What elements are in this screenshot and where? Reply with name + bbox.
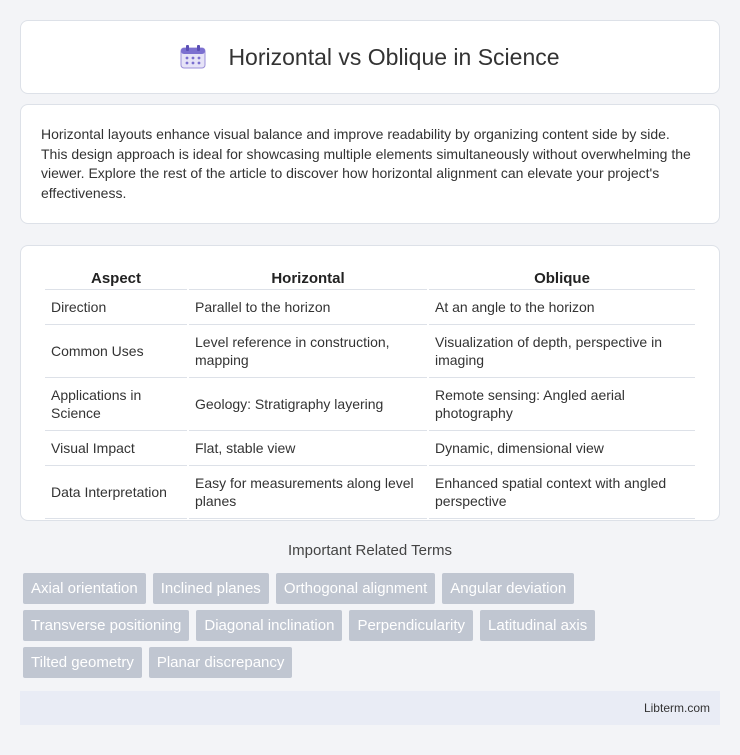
title-card <box>20 20 720 94</box>
page-title: Horizontal vs Oblique in Science <box>228 43 560 70</box>
related-term-tag[interactable]: Angular deviation <box>442 573 574 604</box>
related-term-tag[interactable]: Inclined planes <box>153 573 269 604</box>
table-row <box>45 431 695 466</box>
footer <box>20 691 720 725</box>
header-horizontal: Horizontal <box>189 266 427 290</box>
table-cell: Visual Impact <box>45 431 187 466</box>
table-row <box>45 466 695 519</box>
table-cell: Easy for measurements along level planes <box>189 466 427 519</box>
intro-card <box>20 104 720 224</box>
table-cell: At an angle to the horizon <box>429 290 695 325</box>
table-cell: Direction <box>45 290 187 325</box>
header-oblique: Oblique <box>429 266 695 290</box>
table-cell: Enhanced spatial context with angled perspective <box>429 466 695 519</box>
table-row <box>45 325 695 378</box>
comparison-table <box>43 266 697 519</box>
related-term-tag[interactable]: Planar discrepancy <box>149 647 293 678</box>
related-term-tag[interactable]: Tilted geometry <box>23 647 142 678</box>
footer-site-link[interactable]: Libterm.com <box>643 701 710 715</box>
table-cell: Dynamic, dimensional view <box>429 431 695 466</box>
table-cell: Geology: Stratigraphy layering <box>189 378 427 431</box>
table-cell: Data Interpretation <box>45 466 187 519</box>
related-terms-title: Important Related Terms <box>288 542 452 559</box>
table-row <box>45 290 695 325</box>
table-header-row <box>45 266 695 290</box>
related-term-tag[interactable]: Diagonal inclination <box>196 610 342 641</box>
table-row <box>45 378 695 431</box>
comparison-table-card <box>20 245 720 521</box>
related-term-tag[interactable]: Orthogonal alignment <box>276 573 435 604</box>
table-cell: Remote sensing: Angled aerial photography <box>429 378 695 431</box>
table-cell: Parallel to the horizon <box>189 290 427 325</box>
header-aspect: Aspect <box>45 266 187 290</box>
table-cell: Visualization of depth, perspective in imaging <box>429 325 695 378</box>
intro-text: Horizontal layouts enhance visual balance and improve readability by organizing content side by side. This design approach is ideal for showcasing multiple elements simultaneously without overwhelming the viewer. Explore the rest of the article to discover how horizontal alignment can elevate your project's effectiveness. <box>41 126 691 201</box>
table-cell: Applications in Science <box>45 378 187 431</box>
related-term-tag[interactable]: Latitudinal axis <box>480 610 595 641</box>
related-term-tag[interactable]: Axial orientation <box>23 573 146 604</box>
table-cell: Common Uses <box>45 325 187 378</box>
calendar-icon <box>180 45 206 69</box>
related-terms-list <box>23 573 723 684</box>
related-term-tag[interactable]: Transverse positioning <box>23 610 189 641</box>
table-cell: Level reference in construction, mapping <box>189 325 427 378</box>
related-term-tag[interactable]: Perpendicularity <box>349 610 473 641</box>
table-cell: Flat, stable view <box>189 431 427 466</box>
